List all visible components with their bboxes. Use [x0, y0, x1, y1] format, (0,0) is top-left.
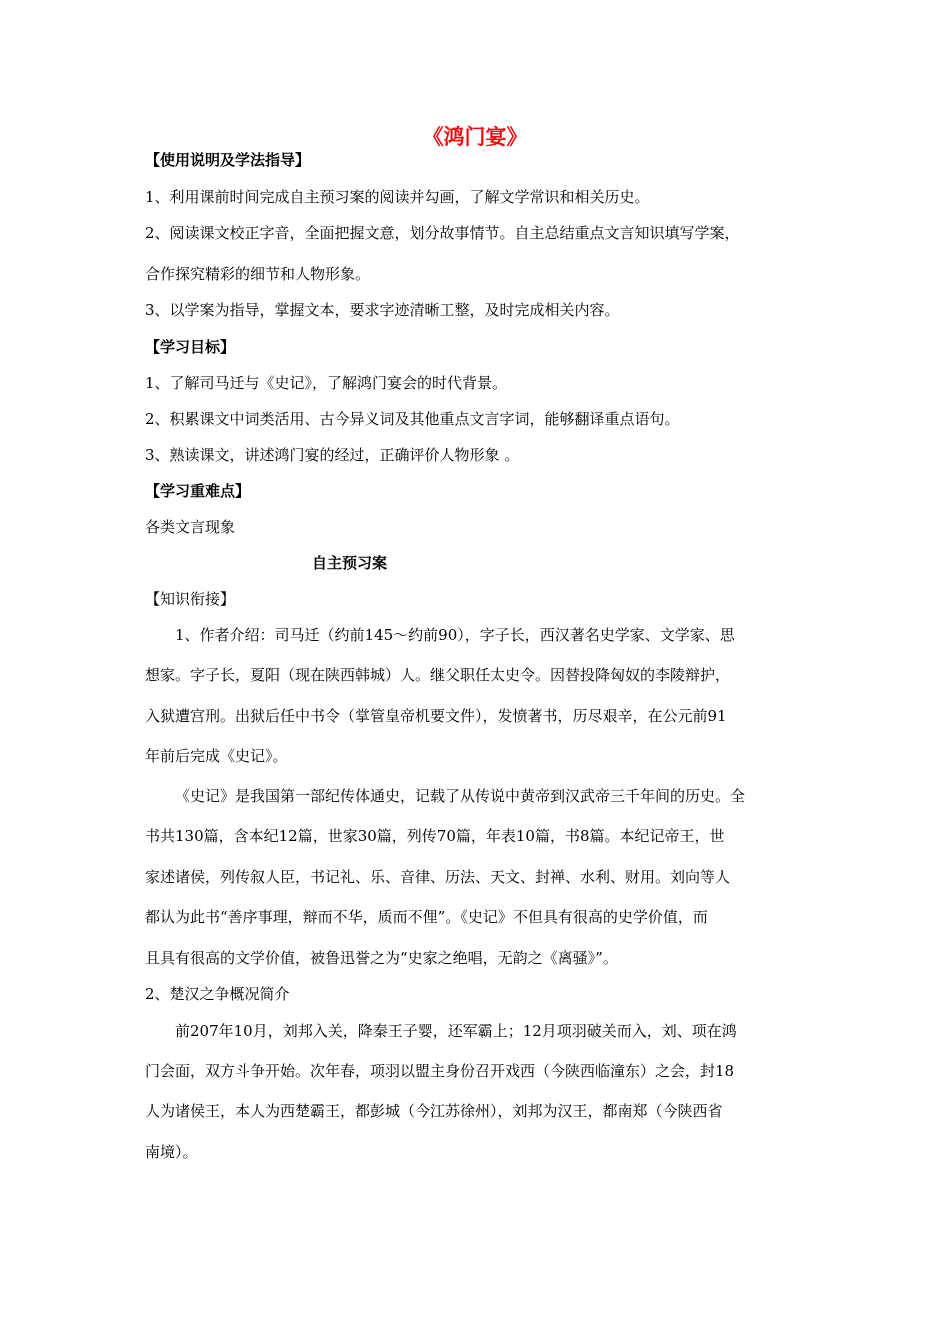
goal-item: 2、积累课文中词类活用、古今异义词及其他重点文言字词，能够翻译重点语句。: [145, 410, 680, 428]
shiji-paragraph-line: 家述诸侯，列传叙人臣，书记礼、乐、音律、历法、天文、封禅、水利、财用。刘向等人: [145, 868, 731, 886]
usage-item: 3、以学案为指导，掌握文本，要求字迹清晰工整，及时完成相关内容。: [145, 301, 620, 319]
war-heading: 2、楚汉之争概况简介: [145, 985, 290, 1003]
author-paragraph-line: 想家。字子长，夏阳（现在陕西韩城）人。继父职任太史令。因替投降匈奴的李陵辩护，: [145, 666, 731, 684]
document-title: 《鸿门宴》: [422, 125, 528, 149]
war-paragraph-line: 南境）。: [145, 1143, 198, 1161]
shiji-paragraph-line: 书共130篇，含本纪12篇，世家30篇，列传70篇，年表10篇，书8篇。本纪记帝王，世: [145, 827, 725, 845]
author-paragraph-line: 1、作者介绍：司马迁（约前145～约前90），字子长，西汉著名史学家、文学家、思: [175, 626, 735, 644]
usage-heading: 【使用说明及学法指导】: [145, 151, 311, 169]
shiji-paragraph-line: 《史记》是我国第一部纪传体通史，记载了从传说中黄帝到汉武帝三千年间的历史。全: [175, 787, 746, 805]
shiji-paragraph-line: 且具有很高的文学价值，被鲁迅誉之为“史家之绝唱，无韵之《离骚》”。: [145, 949, 618, 967]
usage-item: 1、利用课前时间完成自主预习案的阅读并勾画，了解文学常识和相关历史。: [145, 188, 650, 206]
war-paragraph-line: 前207年10月，刘邦入关，降秦王子婴，还军霸上；12月项羽破关而入，刘、项在鸿: [175, 1022, 737, 1040]
author-paragraph-line: 入狱遭宫刑。出狱后任中书令（掌管皇帝机要文件），发愤著书，历尽艰辛，在公元前91: [145, 707, 727, 725]
goal-item: 1、了解司马迁与《史记》，了解鸿门宴会的时代背景。: [145, 374, 508, 392]
goal-item: 3、熟读课文，讲述鸿门宴的经过，正确评价人物形象 。: [145, 446, 520, 464]
war-paragraph-line: 人为诸侯王，本人为西楚霸王，都彭城（今江苏徐州），刘邦为汉王，都南郑（今陕西省: [145, 1102, 723, 1120]
preview-heading: 自主预习案: [312, 554, 388, 572]
war-paragraph-line: 门会面，双方斗争开始。次年春，项羽以盟主身份召开戏西（今陕西临潼东）之会，封18: [145, 1062, 735, 1080]
author-paragraph-line: 年前后完成《史记》。: [145, 747, 288, 765]
difficulty-text: 各类文言现象: [145, 518, 236, 536]
goals-heading: 【学习目标】: [145, 338, 236, 356]
usage-item: 2、阅读课文校正字音，全面把握文意，划分故事情节。自主总结重点文言知识填写学案，: [145, 224, 740, 242]
difficulty-heading: 【学习重难点】: [145, 482, 251, 500]
shiji-paragraph-line: 都认为此书“善序事理，辩而不华，质而不俚”。《史记》不但具有很高的史学价值，而: [145, 908, 708, 926]
usage-item: 合作探究精彩的细节和人物形象。: [145, 265, 371, 283]
knowledge-heading: 【知识衔接】: [145, 590, 236, 608]
